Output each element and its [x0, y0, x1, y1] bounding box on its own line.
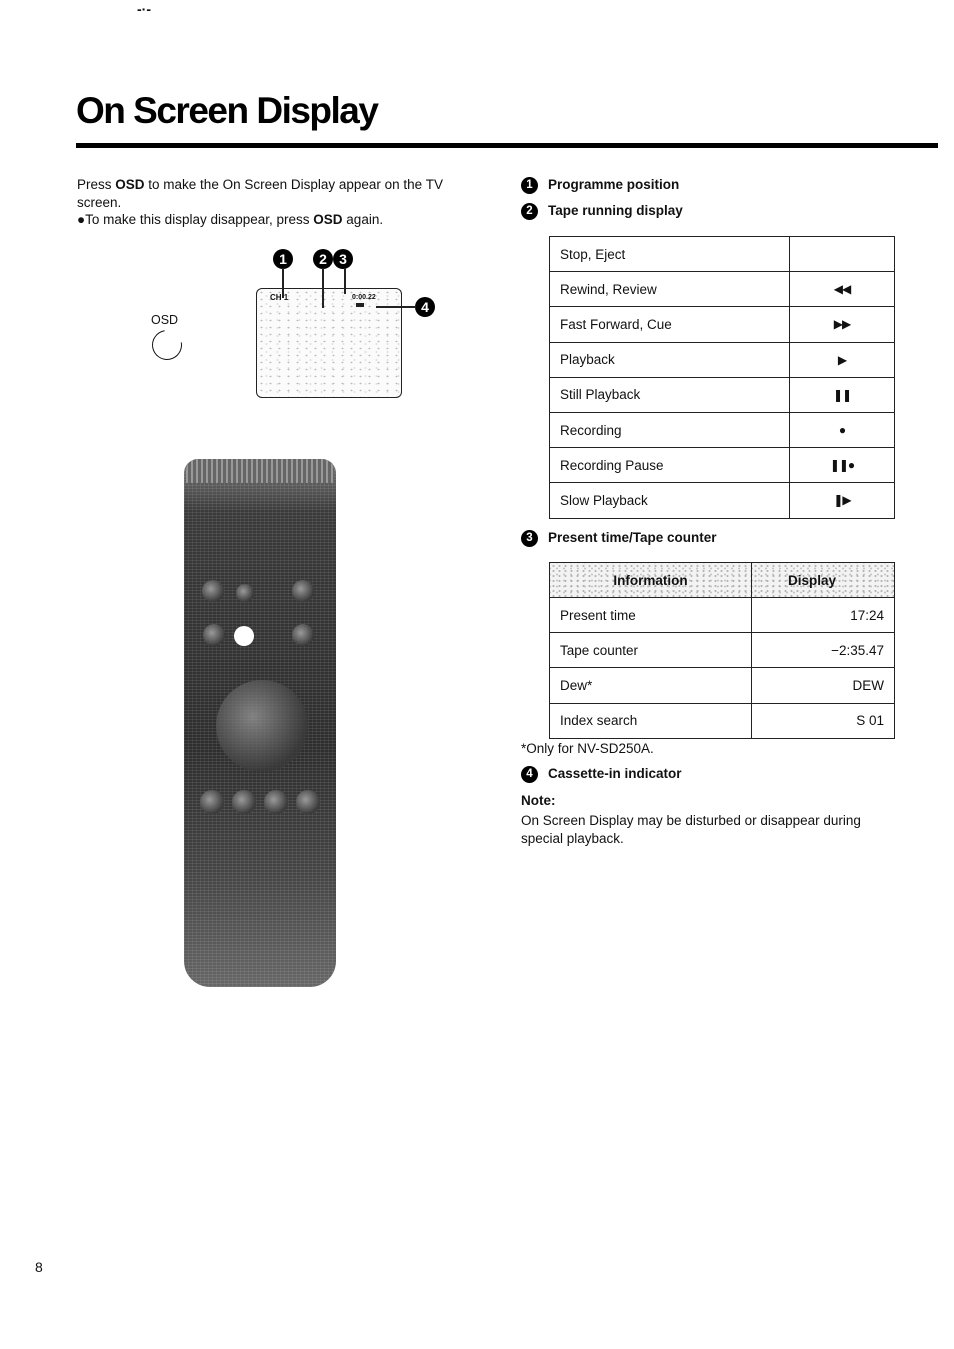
callout-4-leader: [376, 306, 416, 308]
column-header-information: Information: [550, 563, 752, 598]
footnote: *Only for NV-SD250A.: [521, 741, 654, 756]
fast-forward-icon: ▶▶: [790, 307, 895, 342]
remote-button-icon: [292, 624, 314, 646]
callout-1-icon: 1: [273, 249, 293, 269]
record-pause-icon: ❚❚●: [790, 448, 895, 483]
osd-button-label: OSD: [151, 313, 179, 327]
number-3-icon: 3: [521, 530, 538, 547]
remote-button-icon: [203, 624, 225, 646]
screen-time-text: 0:00.22: [352, 294, 376, 301]
remote-top-strip: [186, 459, 334, 483]
remote-button-icon: [202, 580, 224, 602]
table-row: Recording ●: [550, 412, 895, 447]
intro-line-2: ●To make this display disappear, press OSD again.: [77, 212, 384, 227]
table-row: Rewind, Review ◀◀: [550, 272, 895, 307]
remote-button-icon: [292, 580, 314, 602]
number-2-icon: 2: [521, 203, 538, 220]
remote-jog-dial-icon: [216, 680, 308, 772]
screen-cassette-icon: [356, 303, 364, 307]
tape-running-table: [549, 236, 895, 519]
callout-3-icon: 3: [333, 249, 353, 269]
table-row: Index search S 01: [550, 703, 895, 738]
callout-2-icon: 2: [313, 249, 333, 269]
column-header-display: Display: [752, 563, 895, 598]
callout-2-leader: [322, 268, 324, 308]
decorative-dash: -·-: [137, 1, 151, 17]
section-2-heading: 2 Tape running display: [521, 203, 683, 220]
callout-4-icon: 4: [415, 297, 435, 317]
number-4-icon: 4: [521, 766, 538, 783]
table-row: Playback ▶: [550, 342, 895, 377]
screen-channel-text: CH 1: [270, 293, 289, 302]
pause-icon: ❚❚: [790, 377, 895, 412]
rewind-icon: ◀◀: [790, 272, 895, 307]
table-row: Dew* DEW: [550, 668, 895, 703]
slow-play-icon: ❚▶: [790, 483, 895, 518]
page-title: On Screen Display: [76, 90, 378, 131]
table-row: Present time 17:24: [550, 598, 895, 633]
table-row: Stop, Eject: [550, 237, 895, 272]
table-header-row: [550, 563, 895, 598]
table-row: Still Playback ❚❚: [550, 377, 895, 412]
remote-button-icon: [264, 790, 288, 814]
remote-button-icon: [236, 584, 254, 602]
page-number: 8: [35, 1259, 43, 1275]
section-4-heading: 4 Cassette-in indicator: [521, 766, 682, 783]
record-icon: ●: [790, 412, 895, 447]
time-counter-table: [549, 562, 895, 739]
remote-button-icon: [296, 790, 320, 814]
number-1-icon: 1: [521, 177, 538, 194]
callout-3-leader: [344, 268, 346, 294]
tv-screen-illustration: [256, 288, 402, 398]
table-row: Slow Playback ❚▶: [550, 483, 895, 518]
note-text: On Screen Display may be disturbed or disappear during special playback.: [521, 813, 861, 846]
remote-button-icon: [232, 790, 256, 814]
table-row: Tape counter −2:35.47: [550, 633, 895, 668]
osd-button-icon: [146, 324, 188, 366]
intro-text: [77, 176, 457, 229]
intro-line-1: Press OSD to make the On Screen Display appear on the TV screen.: [77, 177, 443, 210]
remote-button-icon: [200, 790, 224, 814]
note-heading: Note:: [521, 793, 556, 808]
table-row: Recording Pause ❚❚●: [550, 448, 895, 483]
play-icon: ▶: [790, 342, 895, 377]
remote-osd-button-highlight: [234, 626, 254, 646]
section-1-heading: 1 Programme position: [521, 177, 679, 194]
table-row: Fast Forward, Cue ▶▶: [550, 307, 895, 342]
section-3-heading: 3 Present time/Tape counter: [521, 530, 717, 547]
title-rule: [76, 143, 938, 148]
